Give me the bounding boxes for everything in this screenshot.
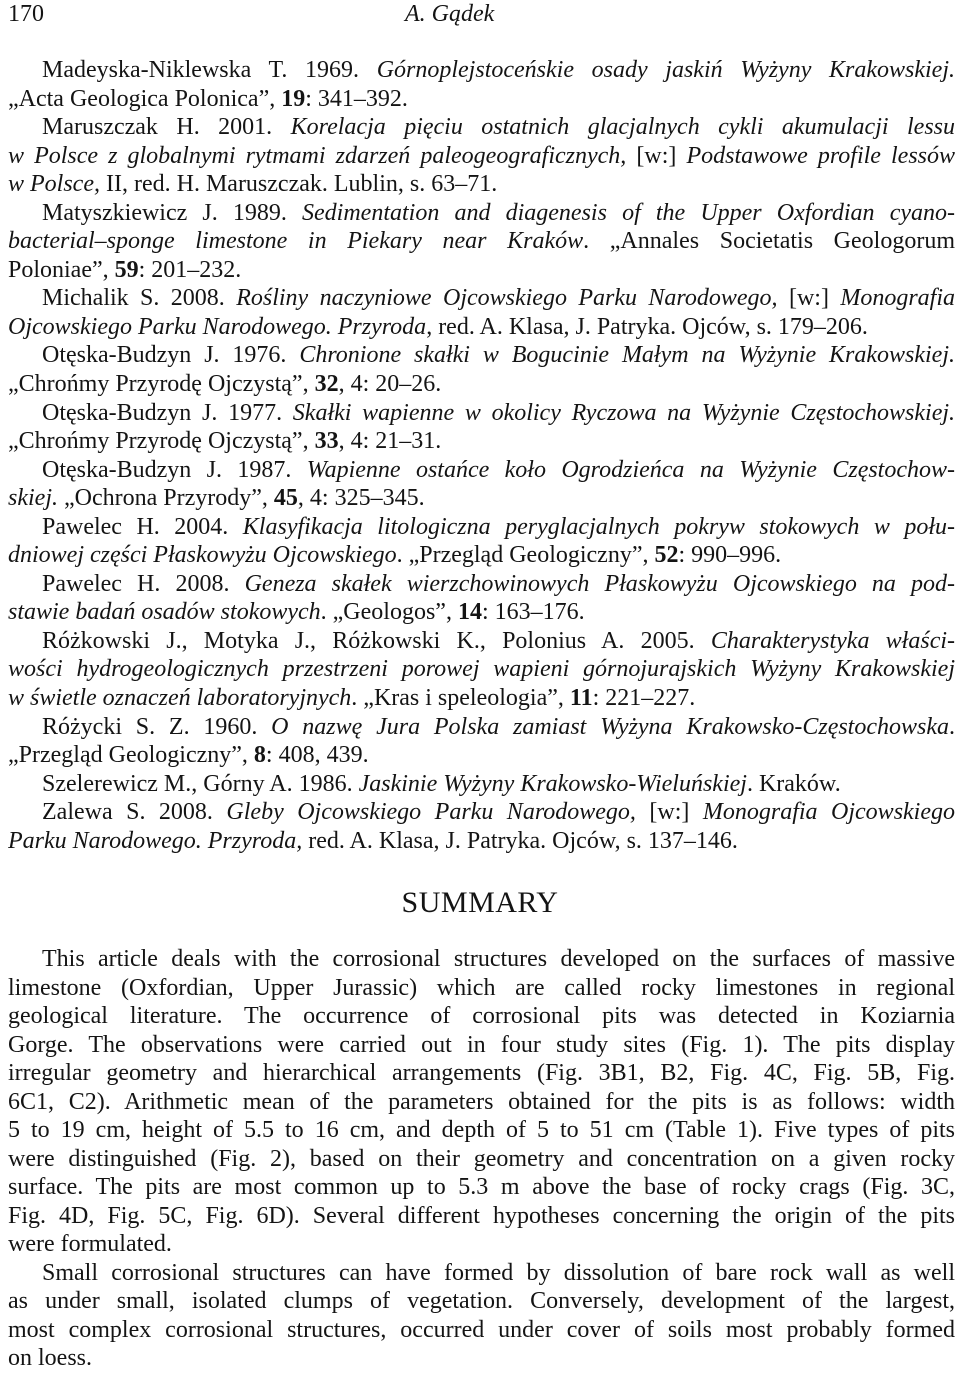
reference-line [8, 284, 955, 313]
reference-text: : 163–176. [481, 599, 585, 626]
summary-line: on loess. [8, 1345, 92, 1371]
reference-volume: 14 [457, 599, 482, 626]
reference-title: Charakterystyka właści- [710, 627, 955, 654]
reference-line [8, 170, 955, 199]
reference-title: w Polsce, [8, 171, 100, 198]
reference-text: Różkowski J., Motyka J., Różkowski K., Polonius A. 2005. [42, 627, 711, 654]
reference-entry [8, 284, 955, 341]
reference-text: , red. A. Klasa, J. Patryka. Ojców, s. 179–206. [426, 313, 868, 340]
reference-text: Otęska-Budzyn J. 1976. [42, 342, 300, 369]
reference-volume: 52 [654, 542, 679, 569]
page-header [0, 0, 960, 28]
reference-text: II, red. H. Maruszczak. Lublin, s. 63–71. [99, 171, 498, 198]
reference-text: : 990–996. [678, 542, 782, 569]
reference-entry [8, 770, 955, 799]
reference-entry [8, 513, 955, 570]
reference-text: Otęska-Budzyn J. 1977. [42, 399, 293, 426]
reference-line [8, 199, 955, 228]
reference-title: stawie badań osadów stokowych [8, 599, 321, 626]
reference-title: dniowej części Płaskowyżu Ojcowskiego [8, 542, 397, 569]
reference-text: , 4: 325–345. [297, 485, 425, 512]
reference-volume: 11 [569, 685, 593, 712]
reference-text: Maruszczak H. 2001. [42, 114, 291, 141]
reference-title: Monografia [840, 285, 955, 312]
reference-entry [8, 627, 955, 713]
reference-line [8, 541, 955, 570]
reference-text: . „Przegląd Geologiczny”, [396, 542, 655, 569]
reference-line [8, 85, 955, 114]
reference-text: . „Kras i speleologia”, [351, 685, 570, 712]
reference-volume: 19 [281, 85, 306, 112]
reference-text: [w:] [777, 285, 841, 312]
reference-text: : 341–392. [305, 85, 408, 112]
reference-text: Michalik S. 2008. [42, 285, 237, 312]
reference-line [8, 741, 955, 770]
reference-title: Gleby Ojcowskiego Parku Narodowego, [226, 799, 636, 826]
reference-title: Górnoplejstoceńskie osady jaskiń Wyżyny Krakowskiej. [376, 57, 955, 83]
reference-entry [8, 456, 955, 513]
reference-title: Skałki wapienne w okolicy Ryczowa na Wyżynie Częstochowskiej. [292, 399, 955, 426]
reference-text: [w:] [626, 142, 687, 169]
summary-line: 5 to 19 cm, height of 5.5 to 16 cm, and depth of 5 to 51 cm (Table 1). Five types of pits [8, 1117, 955, 1143]
reference-title: Chronione skałki w Bogucinie Małym na Wyżynie Krakowskiej. [299, 342, 955, 369]
reference-title: w Polsce z globalnymi rytmami zdarzeń paleogeograficznych, [8, 142, 627, 169]
summary-line: most complex corrosional structures, occurred under cover of soils most probably formed [8, 1316, 955, 1343]
summary-paragraph [8, 945, 955, 1259]
reference-line [8, 56, 955, 85]
reference-text: : 408, 439. [265, 742, 369, 769]
summary-line: were formulated. [8, 1231, 172, 1257]
reference-entry [8, 56, 955, 113]
reference-text: Zalewa S. 2008. [42, 799, 227, 826]
reference-line [8, 341, 955, 370]
reference-line [8, 399, 955, 428]
summary-line: 6C1, C2). Arithmetic mean of the parameters obtained for the pits is as follows: width [8, 1088, 955, 1115]
reference-text: : 221–227. [592, 685, 696, 712]
reference-volume: 45 [273, 485, 298, 512]
page-number: 170 [8, 1, 44, 27]
summary-line: Gorge. The observations were carried out in four study sites (Fig. 1). The pits display [8, 1031, 955, 1058]
reference-title: O nazwę Jura Polska zamiast Wyżyna Krakowsko-Częstochowska [271, 713, 950, 740]
reference-text: red. A. Klasa, J. Patryka. Ojców, s. 137–146. [302, 827, 738, 854]
reference-line [8, 370, 955, 399]
reference-text: Madeyska-Niklewska T. 1969. [42, 57, 377, 83]
reference-title: Ojcowskiego Parku Narodowego. Przyroda [8, 313, 427, 340]
reference-line [8, 627, 955, 656]
reference-line [8, 313, 955, 342]
reference-entry [8, 199, 955, 285]
reference-title: wości hydrogeologicznych przestrzeni porowej wapieni górnojurajskich Wyżyny Krakowskiej [8, 656, 955, 683]
reference-line [8, 570, 955, 599]
reference-entry [8, 399, 955, 456]
reference-entry [8, 798, 955, 855]
reference-title: w świetle oznaczeń laboratoryjnych [8, 685, 352, 712]
reference-title: Parku Narodowego. Przyroda, [8, 827, 303, 854]
reference-volume: 8 [253, 742, 266, 769]
reference-volume: 59 [114, 256, 139, 283]
reference-line [8, 713, 955, 742]
reference-text: Poloniae”, [8, 256, 115, 283]
reference-text: „Chrońmy Przyrodę Ojczystą”, [8, 428, 315, 455]
reference-entry [8, 341, 955, 398]
reference-text: Szelerewicz M., Górny A. 1986. [42, 770, 359, 797]
reference-line [8, 598, 955, 627]
reference-text: , 4: 21–31. [338, 428, 442, 455]
reference-text: . „Geologos”, [320, 599, 458, 626]
summary-heading: SUMMARY [401, 886, 559, 919]
reference-line [8, 513, 955, 542]
reference-line [8, 227, 955, 256]
reference-title: Korelacja pięciu ostatnich glacjalnych cykli akumulacji lessu [290, 114, 955, 141]
reference-text: . „Annales Societatis Geologorum [583, 228, 955, 255]
reference-line [8, 456, 955, 485]
reference-text: , 4: 20–26. [338, 371, 442, 398]
reference-title: Monografia Ojcowskiego [702, 799, 955, 826]
reference-line [8, 655, 955, 684]
reference-text: Różycki S. Z. 1960. [42, 713, 272, 740]
summary-line: as under small, isolated clumps of vegetation. Conversely, development of the largest, [8, 1288, 955, 1314]
summary-line: surface. The pits are most common up to 5.3 m above the base of rocky crags (Fig. 3C, [8, 1174, 955, 1200]
reference-title: bacterial–sponge limestone in Piekary near Kraków [8, 228, 584, 255]
reference-line [8, 113, 955, 142]
reference-line [8, 770, 955, 799]
reference-title: Rośliny naczyniowe Ojcowskiego Parku Narodowego, [236, 285, 778, 312]
reference-entry [8, 113, 955, 199]
reference-text: „Chrońmy Przyrodę Ojczystą”, [8, 371, 315, 398]
reference-text: Pawelec H. 2008. [42, 570, 245, 597]
reference-line [8, 142, 955, 171]
reference-text: „Przegląd Geologiczny”, [8, 742, 254, 769]
summary-paragraph [8, 1259, 955, 1373]
reference-title: Geneza skałek wierzchowinowych Płaskowyżu Ojcowskiego na pod- [244, 570, 955, 597]
reference-line [8, 798, 955, 827]
reference-text: [w:] [635, 799, 703, 826]
summary-line: This article deals with the corrosional structures developed on the surfaces of massive [42, 946, 955, 972]
summary-line: were distinguished (Fig. 2), based on their geometry and concentration on a given rocky [8, 1145, 955, 1172]
summary-line: limestone (Oxfordian, Upper Jurassic) which are called rocky limestones in regional [8, 974, 955, 1001]
reference-line [8, 427, 955, 456]
reference-text: Matyszkiewicz J. 1989. [42, 199, 303, 226]
summary-line: Fig. 4D, Fig. 5C, Fig. 6D). Several different hypotheses concerning the origin of the pits [8, 1202, 955, 1229]
summary-section [8, 945, 955, 1373]
reference-volume: 33 [314, 428, 339, 455]
reference-title: Wapienne ostańce koło Ogrodzieńca na Wyżynie Częstochow- [306, 456, 955, 483]
reference-title: Klasyfikacja litologiczna peryglacjalnych pokryw stokowych w połu- [242, 513, 955, 540]
reference-text: „Ochrona Przyrody”, [57, 485, 274, 512]
references-list [8, 56, 955, 855]
summary-line: geological literature. The occurrence of corrosional pits was detected in Koziarnia [8, 1003, 955, 1029]
reference-text: Otęska-Budzyn J. 1987. [42, 456, 307, 483]
reference-volume: 32 [314, 371, 339, 398]
running-title: A. Gądek [405, 1, 495, 27]
summary-line: irregular geometry and hierarchical arrangements (Fig. 3B1, B2, Fig. 4C, Fig. 5B, Fig. [8, 1060, 955, 1086]
reference-text: . [949, 713, 955, 740]
reference-title: Podstawowe profile lessów [686, 142, 955, 169]
reference-title: Sedimentation and diagenesis of the Upper Oxfordian cyano- [302, 199, 955, 226]
reference-line [8, 827, 955, 856]
summary-line: Small corrosional structures can have formed by dissolution of bare rock wall as well [42, 1259, 955, 1286]
reference-text: „Acta Geologica Polonica”, [8, 85, 282, 112]
reference-entry [8, 713, 955, 770]
reference-line [8, 684, 955, 713]
reference-line [8, 484, 955, 513]
reference-text: Pawelec H. 2004. [42, 513, 243, 540]
reference-line [8, 256, 955, 285]
reference-text: . Kraków. [746, 770, 841, 797]
reference-title: skiej. [8, 485, 58, 512]
reference-entry [8, 570, 955, 627]
reference-text: : 201–232. [138, 256, 242, 283]
reference-title: Jaskinie Wyżyny Krakowsko-Wieluńskiej [358, 770, 747, 797]
